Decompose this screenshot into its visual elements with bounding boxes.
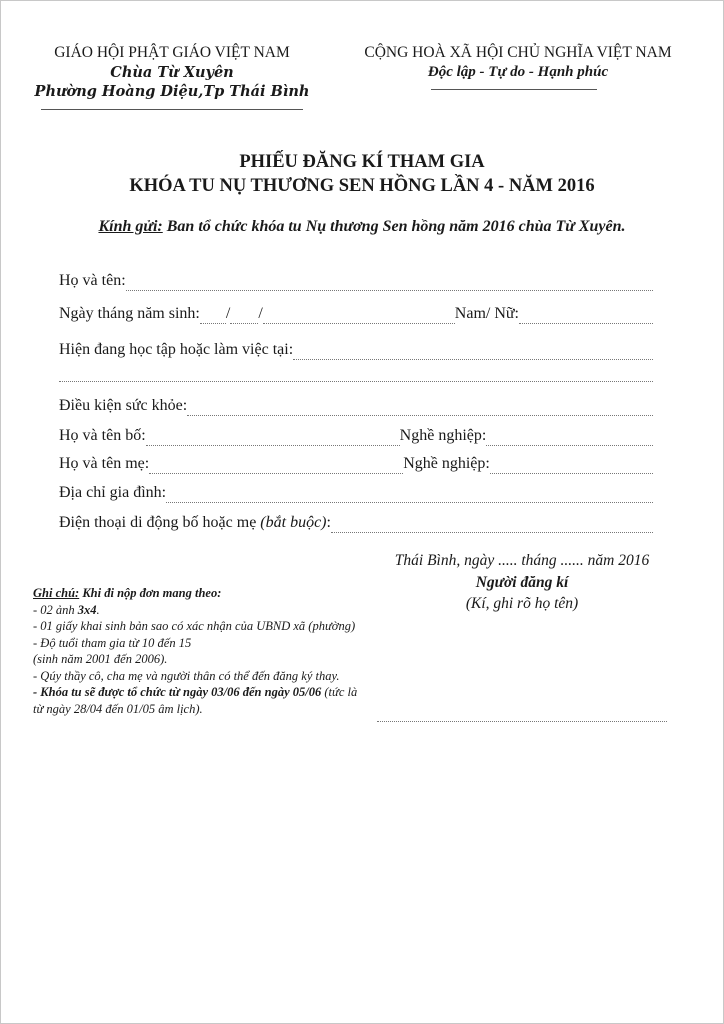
signature-field[interactable] xyxy=(377,709,667,722)
note-schedule-text-a: - Khóa tu sẽ được tổ chức từ ngày xyxy=(33,685,212,699)
header-left xyxy=(21,43,323,101)
phone-required-note: (bắt buộc) xyxy=(260,514,327,531)
address-label: Địa chỉ gia đình: xyxy=(59,484,167,501)
note-schedule-end: 05/06 xyxy=(292,685,322,699)
note-item-birth-certificate: - 01 giấy khai sinh bản sao có xác nhận của UBND xã (phường) xyxy=(33,619,356,633)
phone-label xyxy=(59,513,331,533)
father-name-label: Họ và tên bố: xyxy=(59,427,146,444)
address-field[interactable] xyxy=(166,490,653,503)
phone-label-colon: : xyxy=(326,514,331,531)
signature-instruction: (Kí, ghi rõ họ tên) xyxy=(465,595,579,612)
phone-field[interactable] xyxy=(331,520,653,533)
study-work-field-line2[interactable] xyxy=(59,369,653,382)
mother-job-label: Nghề nghiệp: xyxy=(403,455,490,472)
full-name-row xyxy=(59,271,653,291)
full-name-label: Họ và tên: xyxy=(59,272,126,289)
dob-separator-1: / xyxy=(225,305,231,322)
dob-row xyxy=(59,304,653,324)
header-right xyxy=(337,43,699,82)
mother-job-field[interactable] xyxy=(490,461,653,474)
signature-date-line: Thái Bình, ngày ..... tháng ...... năm 2016 xyxy=(394,552,650,569)
father-name-field[interactable] xyxy=(146,433,400,446)
note-item-schedule xyxy=(33,684,363,717)
mother-row xyxy=(59,454,653,474)
father-job-field[interactable] xyxy=(486,433,653,446)
mother-name-label: Họ và tên mẹ: xyxy=(59,455,150,472)
buddhist-sangha-name: GIÁO HỘI PHẬT GIÁO VIỆT NAM xyxy=(54,44,290,61)
father-job-label: Nghề nghiệp: xyxy=(399,427,487,444)
note-schedule-lunar: (tức là từ ngày 28/04 đến 01/05 âm lịch). xyxy=(33,685,358,716)
health-field[interactable] xyxy=(187,403,653,416)
gender-label: Nam/ Nữ: xyxy=(454,305,519,322)
note-item-age-range: - Độ tuổi tham gia từ 10 đến 15 xyxy=(33,635,192,650)
form-title-line2: KHÓA TU NỤ THƯƠNG SEN HỒNG LẦN 4 - NĂM 2016 xyxy=(129,176,595,196)
dob-day-field[interactable] xyxy=(200,311,226,324)
note-item-photos-text: - 02 ảnh xyxy=(33,602,78,617)
note-item-photos-end: . xyxy=(96,602,100,617)
dob-separator-2: / xyxy=(258,305,263,322)
temple-address: Phường Hoàng Diệu,Tp Thái Bình xyxy=(34,83,310,100)
header-right-divider xyxy=(431,89,597,90)
health-row xyxy=(59,396,653,416)
dob-month-field[interactable] xyxy=(230,311,258,324)
notes-intro: Khi đi nộp đơn mang theo: xyxy=(79,586,222,600)
recipient-line xyxy=(1,218,723,236)
temple-name: Chùa Từ Xuyên xyxy=(110,64,234,81)
health-label: Điều kiện sức khỏe: xyxy=(59,397,188,414)
note-schedule-start: 03/06 xyxy=(211,685,240,699)
father-row xyxy=(59,426,653,446)
study-work-label: Hiện đang học tập hoặc làm việc tại: xyxy=(59,341,294,358)
dob-year-field[interactable] xyxy=(263,311,455,324)
note-item-birth-years: (sinh năm 2001 đến 2006). xyxy=(33,652,168,666)
header-left-divider xyxy=(41,109,303,110)
country-name: CỘNG HOÀ XÃ HỘI CHỦ NGHĨA VIỆT NAM xyxy=(364,44,672,61)
note-schedule-text-c: đến ngày xyxy=(239,685,293,699)
note-item-proxy: - Qúy thầy cô, cha mẹ và người thân có thể đến đăng ký thay. xyxy=(33,668,340,683)
address-row xyxy=(59,483,653,503)
study-work-field[interactable] xyxy=(293,347,653,360)
phone-label-text: Điện thoại di động bố hoặc mẹ xyxy=(59,514,261,531)
study-work-row xyxy=(59,340,653,360)
signature-role: Người đăng kí xyxy=(475,574,569,591)
form-title-line1: PHIẾU ĐĂNG KÍ THAM GIA xyxy=(239,152,485,172)
notes-heading xyxy=(33,585,363,602)
gender-field[interactable] xyxy=(519,311,653,324)
full-name-field[interactable] xyxy=(126,278,653,291)
notes-block xyxy=(33,585,363,717)
recipient-text: Ban tổ chức khóa tu Nụ thương Sen hồng năm 2016 chùa Từ Xuyên. xyxy=(162,218,626,235)
recipient-label: Kính gửi: xyxy=(98,218,163,235)
note-item-photos-size: 3x4 xyxy=(77,602,97,617)
note-item-photos xyxy=(33,602,363,619)
national-motto: Độc lập - Tự do - Hạnh phúc xyxy=(427,64,609,80)
phone-row xyxy=(59,513,653,533)
notes-label: Ghi chú: xyxy=(33,586,80,600)
mother-name-field[interactable] xyxy=(149,461,403,474)
dob-label: Ngày tháng năm sinh: xyxy=(59,305,200,322)
